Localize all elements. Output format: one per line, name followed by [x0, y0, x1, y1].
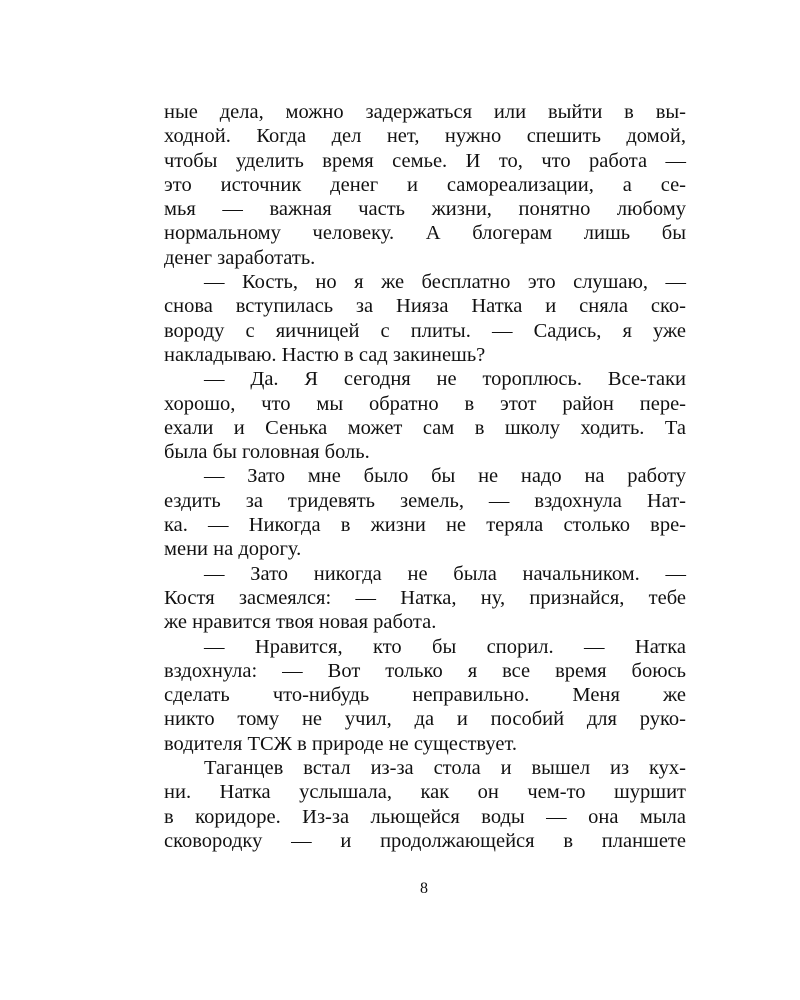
text-line: в коридоре. Из-за льющейся воды — она мыла — [164, 805, 686, 828]
text-line: Костя засмеялся: — Натка, ну, признайся, тебе — [164, 586, 686, 609]
text-line: мья — важная часть жизни, понятно любому — [164, 198, 686, 221]
text-line: это источник денег и самореализации, а се- — [164, 173, 686, 196]
text-line: мени на дорогу. — [164, 538, 302, 561]
text-line: же нравится твоя новая работа. — [164, 611, 437, 634]
text-line: денег заработать. — [164, 246, 316, 269]
text-line: ходной. Когда дел нет, нужно спешить домой, — [164, 125, 686, 148]
text-line: — Зато никогда не была начальником. — — [204, 562, 686, 585]
page-number: 8 — [420, 880, 428, 897]
text-line: вздохнула: — Вот только я все время боюсь — [164, 659, 686, 682]
body-text — [164, 100, 686, 853]
text-line: ехали и Сенька может сам в школу ходить. Та — [164, 416, 686, 439]
text-line: — Зато мне было бы не надо на работу — [204, 465, 686, 488]
text-line: ные дела, можно задержаться или выйти в вы- — [164, 101, 686, 123]
text-line: была бы головная боль. — [164, 441, 370, 464]
text-line: Таганцев встал из-за стола и вышел из кух- — [204, 757, 686, 780]
text-line: вороду с яичницей с плиты. — Садись, я уже — [164, 319, 686, 342]
text-line: ка. — Никогда в жизни не теряла столько вре- — [164, 514, 686, 537]
text-line: — Кость, но я же бесплатно это слушаю, — — [204, 271, 686, 294]
text-line: ни. Натка услышала, как он чем-то шуршит — [164, 781, 686, 804]
text-line: хорошо, что мы обратно в этот район пере- — [164, 392, 686, 415]
text-line: ездить за тридевять земель, — вздохнула Нат- — [164, 489, 686, 512]
text-line: сделать что-нибудь неправильно. Меня же — [164, 684, 686, 707]
text-line: чтобы уделить время семье. И то, что работа — — [164, 149, 686, 172]
text-line: нормальному человеку. А блогерам лишь бы — [164, 222, 686, 245]
text-line: сковородку — и продолжающейся в планшете — [164, 829, 686, 852]
text-line: — Нравится, кто бы спорил. — Натка — [204, 635, 686, 658]
text-line: — Да. Я сегодня не тороплюсь. Все-таки — [204, 368, 686, 391]
text-line: снова вступилась за Нияза Натка и сняла ско- — [164, 295, 686, 318]
text-line: накладываю. Настю в сад закинешь? — [164, 343, 486, 366]
text-line: водителя ТСЖ в природе не существует. — [164, 732, 518, 755]
text-line: никто тому не учил, да и пособий для руко- — [164, 708, 686, 731]
